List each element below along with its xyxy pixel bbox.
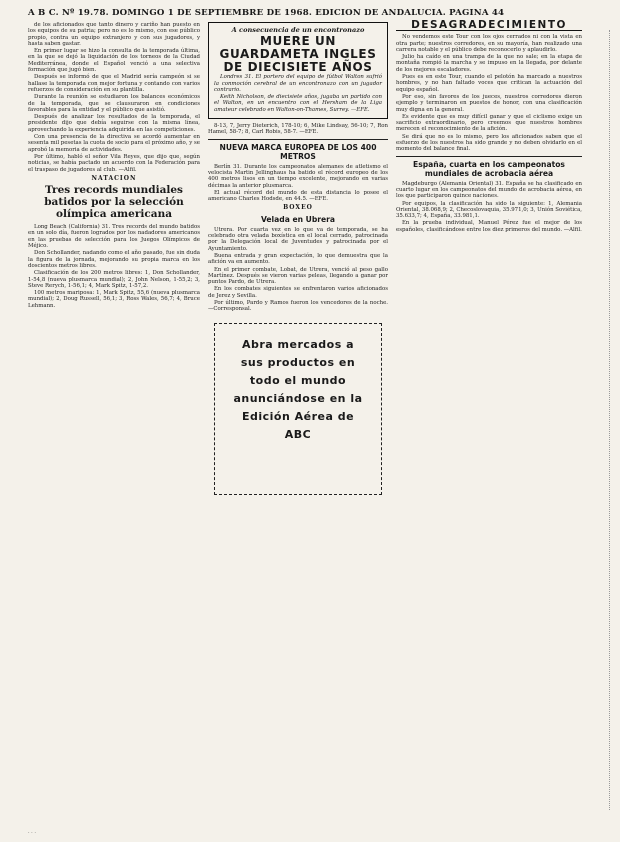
- paragraph: Por último, Pardo y Ramos fueron los vencedores de la noche. —Corresponsal.: [208, 300, 388, 313]
- paragraph: Por equipos, la clasificación ha sido la siguiente: 1, Alemania Oriental, 38.068,9; 2, Checoslovaquia, 35.971,0; 3, Unión Soviética, 35.633,7; 4, España, 33.981,1.: [396, 200, 582, 220]
- page-header: A B C. Nº 19.78. DOMINGO 1 DE SEPTIEMBRE DE 1968. EDICION DE ANDALUCIA. PAGINA 44: [28, 8, 505, 18]
- page-edge: [605, 30, 610, 810]
- paragraph: Se dirá que no es lo mismo, pero los aficionados saben que el esfuerzo de los nuestros ha sido grande y no deben olvidarlo en el momento del balance final.: [396, 133, 582, 153]
- ad-line: ABC: [284, 427, 312, 441]
- paragraph: Con una presencia de la directiva se acordó aumentar en sesenta mil pesetas la cuota de socio para el próximo año, y se aprobó la memoria de actividades.: [28, 134, 200, 153]
- divider: [208, 139, 388, 140]
- article-headline: DESAGRADECIMIENTO: [396, 22, 582, 31]
- paragraph: Buena entrada y gran expectación, lo que demuestra que la afición va en aumento.: [208, 252, 388, 266]
- column-middle: [208, 22, 388, 495]
- article-headline: NUEVA MARCA EUROPEA DE LOS 400 METROS: [219, 142, 377, 161]
- paragraph: 100 metros mariposa: 1, Mark Spitz, 55,6 (nueva plusmarca mundial); 2, Doug Russell, 56,1; 3, Ross Wales, 56,7; 4, Bruce Lehmann.: [28, 290, 200, 309]
- paragraph: Clasificación de los 200 metros libres: 1, Don Schollander, 1-54,8 (nueva plusmarca mundial); 2, John Nelson, 1-55,2; 3, Steve Rerych, 1-56,1; 4, Mark Spitz, 1-57,2.: [28, 270, 200, 289]
- paragraph: No vendemos este Tour con los ojos cerrados ni con la vista en otra parte; nuestros corredores, en su mayoría, han realizado una carrera notable y el público debe reconocerlo y aplaudirlo.: [396, 34, 582, 53]
- advertisement-box: [214, 323, 382, 495]
- boxed-article: [208, 22, 388, 119]
- article-headline: España, cuarta en los campeonatos mundiales de acrobacia aérea: [413, 159, 565, 178]
- paragraph: de los aficionados que tanto dinero y cariño han puesto en los equipos de su patria; pero no es lo mismo, con ese público propio, contra un equipo extranjero y con sus jugadores, y hasta saben gastar.: [28, 22, 200, 47]
- paragraph: Durante la reunión se estudiaron los balances económicos de la temporada, que se clausuraron en condiciones favorables para la entidad y el público que asistió.: [28, 94, 200, 113]
- ad-line: sus productos en: [240, 355, 356, 369]
- paragraph: Pues es en este Tour, cuando el pelotón ha marcado a nuestros hombres, y no han faltado voces que critican la actuación del equipo español.: [396, 74, 582, 93]
- article-kicker: A consecuencia de un encontronazo: [231, 26, 365, 34]
- paragraph: Julio ha caído en una trampa de la que no sale; en la etapa de montaña rompió la marcha y se impuso en la llegada, por delante de los mejores escaladores.: [396, 54, 582, 73]
- paragraph: Es evidente que es muy difícil ganar y que el ciclismo exige un sacrificio extraordinario, pero creemos que nuestros hombres merecen el reconocimiento de la afición.: [396, 113, 582, 133]
- paragraph: Long Beach (California) 31. Tres records del mundo batidos en un solo día, fueron logrados por los nadadores americanos en las pruebas de selección para los Juegos Olímpicos de Méjico.: [28, 224, 200, 250]
- paragraph: En la prueba individual, Manuel Pérez fue el mejor de los españoles, clasificándose entre los diez primeros del mundo. —Alfil.: [396, 220, 582, 233]
- column-right: [396, 19, 582, 234]
- ad-line: anunciándose en la: [233, 391, 363, 405]
- section-label: NATACION: [91, 174, 137, 182]
- ad-line: Abra mercados a: [241, 337, 355, 351]
- ad-line: Edición Aérea de: [241, 409, 355, 423]
- paragraph: 8-13, 7, Jerry Dieterich, 178-10; 6, Mike Lindsay, 56-10; 7, Ron Hamel, 58-7; 8, Carl Robis, 58-7. —EFE.: [208, 123, 388, 136]
- paragraph: Después se informó de que el Madrid sería campeón si se hallase la temporada con mejor fortuna y contando con varios refuerzos de consideración en su plantilla.: [28, 74, 200, 93]
- paragraph: Magdeburgo (Alemania Oriental) 31. España se ha clasificado en cuarto lugar en los campeonatos del mundo de acrobacia aérea, en los que participaron quince naciones.: [396, 180, 582, 200]
- page-footer: · · ·: [28, 830, 36, 836]
- paragraph: En primer lugar se hizo la consulta de la temporada última, en la que se dejó la liquidación de los torneos de la Ciudad Mediterránea, donde el Español venció a una selectiva formación que jugó bien.: [28, 48, 200, 74]
- ad-line: todo el mundo: [249, 373, 347, 387]
- article-headline: Tres records mundiales batidos por la selección olímpica americana: [44, 184, 184, 221]
- paragraph: Por eso, sin favores de los jueces, nuestros corredores dieron ejemplo y terminaron en puestos de honor, con una clasificación muy digna en la general.: [396, 93, 582, 113]
- column-left: [28, 22, 200, 310]
- paragraph: Keith Nicholson, de diecisiete años, jugaba un partido con el Walton, en un encuentro con el Hersham de la Liga amateur celebrado en Walton-on-Thames, Surrey. —EFE.: [214, 94, 382, 113]
- paragraph: El actual récord del mundo de esta distancia lo posee el americano Charles Hodsde, en 44.5. —EFE.: [208, 189, 388, 203]
- paragraph: Berlín 31. Durante los campeonatos alemanes de atletismo el velocista Martin Jellinghaus ha batido el récord europeo de los 400 metros lisos en un tiempo excelente, mejorando en varias décimas la anterior plusmarca.: [208, 163, 388, 189]
- paragraph: Después de analizar los resultados de la temporada, el presidente dijo que debía seguirse con la misma línea, aprovechando la experiencia adquirida en las competiciones.: [28, 114, 200, 133]
- paragraph: Londres 31. El portero del equipo de fútbol Walton sufrió la conmoción cerebral de un encontronazo con un jugador contrario.: [214, 74, 382, 93]
- article-headline: Velada en Ubrera: [260, 214, 336, 224]
- divider: [396, 156, 582, 157]
- paragraph: En los combates siguientes se enfrentaron varios aficionados de Jerez y Sevilla.: [208, 286, 388, 299]
- paragraph: Utrera. Por cuarta vez en lo que va de temporada, se ha celebrado otra velada boxística en el local cerrado, patrocinada por la Delegación local de Juventudes y patrocinada por el Ayuntamiento.: [208, 226, 388, 252]
- article-headline: MUERE UN GUARDAMETA INGLES DE DIECISIETE AÑOS: [219, 34, 377, 75]
- section-label: BOXEO: [283, 204, 313, 212]
- paragraph: En el primer combate, Lobat, de Utrera, venció al peso gallo Martínez. Después se vieron varias peleas, llegando a ganar por puntos Pardo, de Utrera.: [208, 266, 388, 286]
- paragraph: Por último, habló el señor Vila Reyes, que dijo que, según noticias, se había pactado un acuerdo con la Federación para el traspaso de jugadores al club. —Alfil.: [28, 153, 200, 173]
- paragraph: Don Schollander, nadando como el año pasado, fue sin duda la figura de la jornada, mejorando su propia marca en los doscientos metros libres.: [28, 250, 200, 269]
